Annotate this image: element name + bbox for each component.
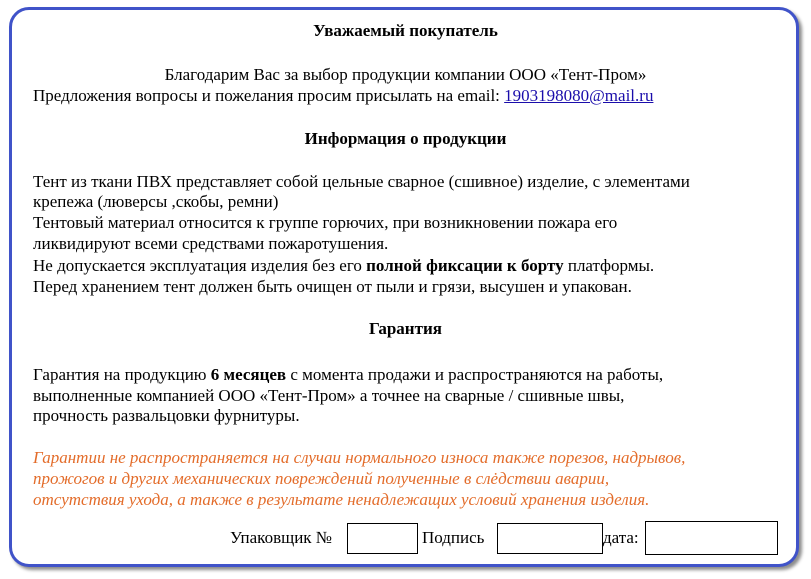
contact-line <box>33 86 653 106</box>
warranty-line-1-post: с момента продажи и распространяются на работы, <box>286 365 664 384</box>
email-link[interactable]: 1903198080@mail.ru <box>504 86 654 105</box>
exclusion-line-3: отсутствия ухода, а также в результате ненадлежащих условий хранения изделия. <box>33 490 650 509</box>
packer-number-field[interactable] <box>347 523 418 554</box>
page-title: Уважаемый покупатель <box>313 21 498 40</box>
exclusion-line-2: прожогов и других механических повреждений полученные в слėдствии аварии, <box>33 469 610 488</box>
exclusion-line-1: Гарантии не распространяется на случаи нормального износа также порезов, надрывов, <box>33 448 686 467</box>
signature-label: Подпись <box>422 528 485 547</box>
info-line-5-bold: полной фиксации к борту <box>366 256 564 275</box>
signature-field[interactable] <box>497 523 603 554</box>
info-line-6: Перед хранением тент должен быть очищен от пыли и грязи, высушен и упакован. <box>33 277 632 296</box>
warranty-line-1 <box>33 365 663 385</box>
warranty-line-3: прочность развальцовки фурнитуры. <box>33 406 300 425</box>
info-line-3: Тентовый материал относится к группе горючих, при возникновении пожара его <box>33 213 618 232</box>
info-line-1: Тент из ткани ПВХ представляет собой цельные сварное (сшивное) изделие, с элементами <box>33 172 690 191</box>
info-line-5-post: платформы. <box>563 256 655 275</box>
section-title-warranty: Гарантия <box>369 319 442 338</box>
warranty-line-2: выполненные компанией ООО «Тент-Пром» а точнее на сварные / сшивные швы, <box>33 386 625 405</box>
date-field[interactable] <box>645 521 778 555</box>
thanks-text: Благодарим Вас за выбор продукции компании ООО «Тент-Пром» <box>164 65 647 84</box>
packer-label: Упаковщик № <box>230 528 333 547</box>
info-line-4: ликвидируют всеми средствами пожаротушения. <box>33 234 389 253</box>
info-line-5-pre: Не допускается эксплуатация изделия без его <box>33 256 367 275</box>
warranty-line-1-pre: Гарантия на продукцию <box>33 365 211 384</box>
contact-prefix: Предложения вопросы и пожелания просим присылать на email: <box>33 86 505 105</box>
date-label: дата: <box>603 528 639 547</box>
section-title-info: Информация о продукции <box>304 129 507 148</box>
warranty-period: 6 месяцев <box>210 365 287 384</box>
info-line-5 <box>33 256 654 276</box>
info-line-2: крепежа (люверсы ,скобы, ремни) <box>33 192 279 211</box>
